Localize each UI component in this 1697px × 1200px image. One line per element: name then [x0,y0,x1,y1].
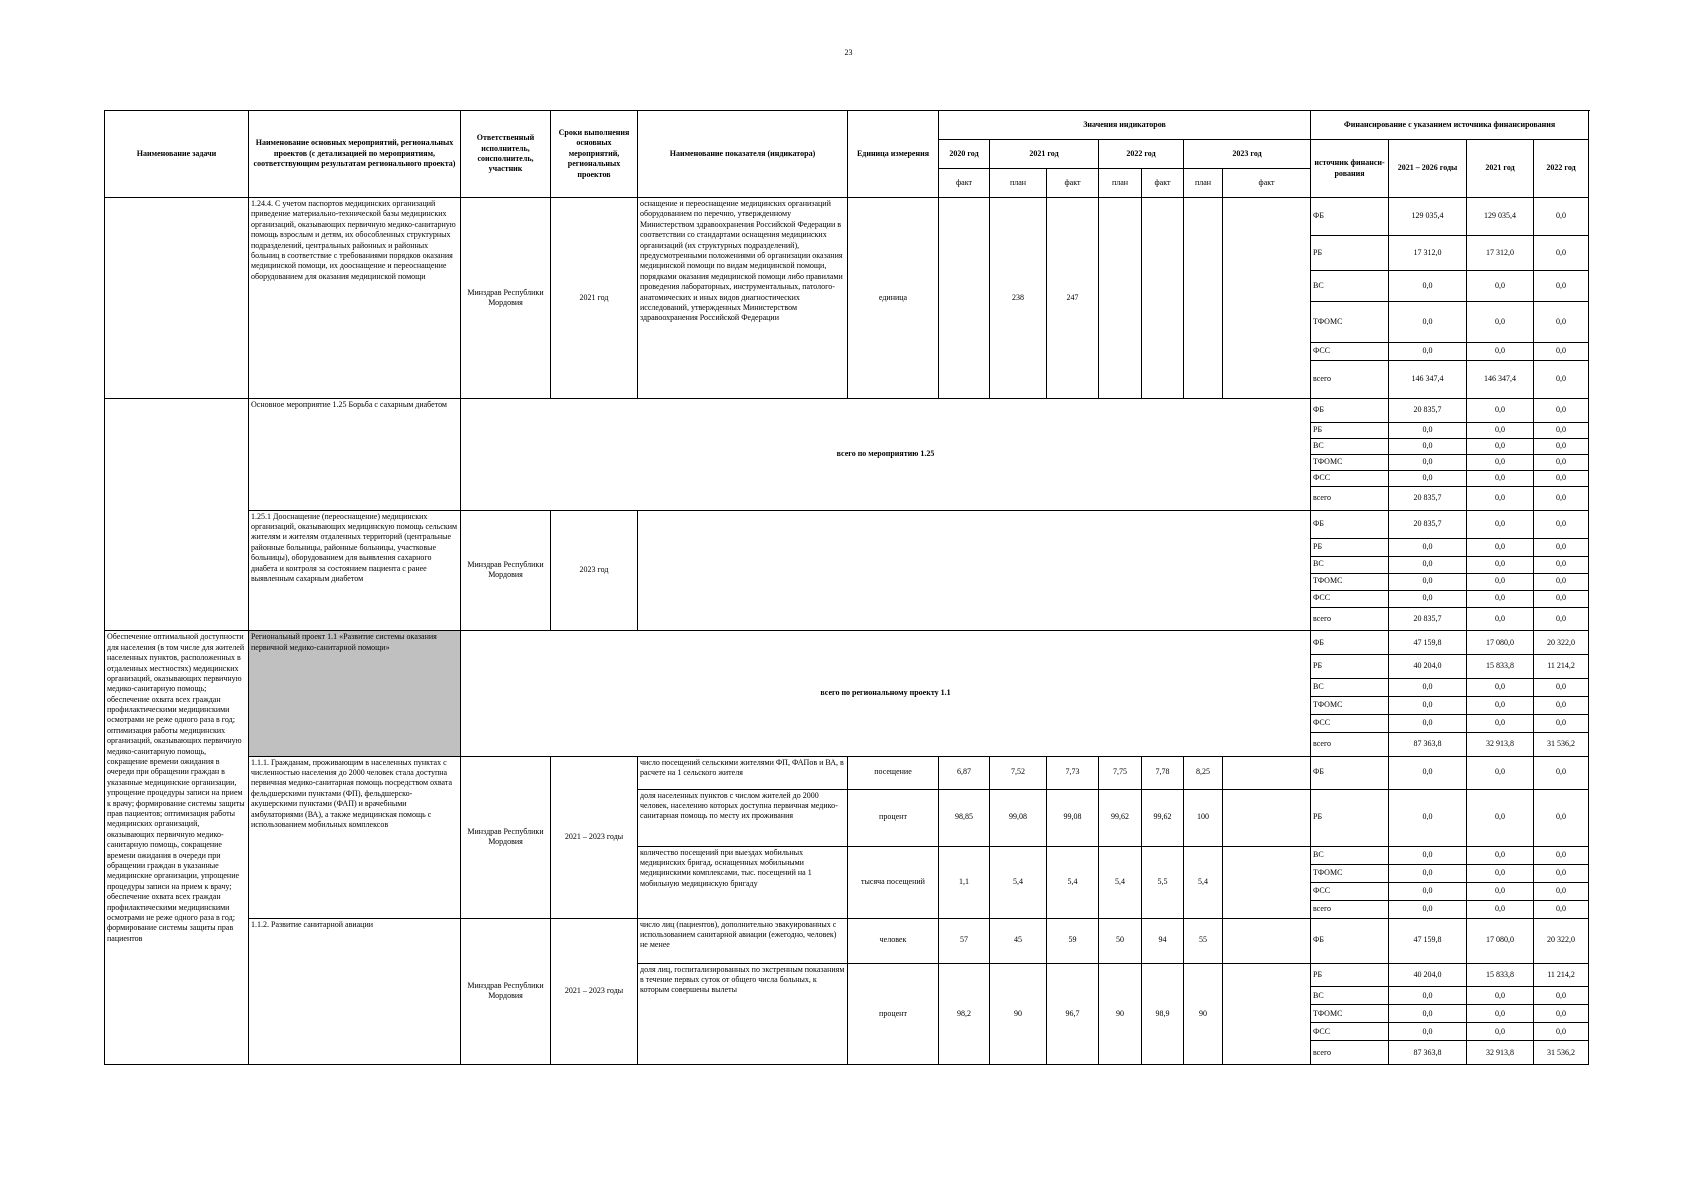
fin-2021: 0,0 [1467,510,1534,538]
executor-cell: Минздрав Республики Мордовия [461,756,551,918]
fin-2022: 31 536,2 [1534,1041,1589,1065]
table-row [105,510,1589,538]
value-2022-plan: 90 [1099,963,1142,1065]
indicator-cell: число лиц (пациентов), дополнительно эвакуированных с использованием санитарной авиации (ежегодно, человек) не менее [638,918,848,963]
header-fin-2022: 2022 год [1534,140,1589,198]
value-2023-plan: 8,25 [1184,756,1223,789]
header-2023-fact: факт [1223,169,1311,198]
program-table [104,110,1589,1065]
fin-2022: 0,0 [1534,789,1589,846]
fin-source: РБ [1311,538,1389,556]
indicator-cell: доля населенных пунктов с числом жителей до 2000 человек, населению которых доступна первичная медико-санитарная помощь по месту их проживания [638,789,848,846]
value-2023-plan: 90 [1184,963,1223,1065]
fin-2021: 0,0 [1467,454,1534,470]
fin-2021: 0,0 [1467,422,1534,438]
task-cell-empty [105,399,249,631]
value-2020-fact: 1,1 [939,846,990,918]
header-financing: Финансирование с указанием источника финансирования [1311,111,1589,140]
measure-cell: 1.1.2. Развитие санитарной авиации [249,918,461,1065]
header-indicator-name: Наименование показателя (индикатора) [638,111,848,198]
fin-total: 87 363,8 [1389,732,1467,756]
fin-2022: 0,0 [1534,846,1589,864]
fin-source: ТФОМС [1311,696,1389,714]
value-2021-plan: 99,08 [990,789,1047,846]
value-2023-plan: 55 [1184,918,1223,963]
fin-source: ТФОМС [1311,454,1389,470]
fin-2021: 17 312,0 [1467,236,1534,271]
fin-2021: 0,0 [1467,1023,1534,1041]
fin-2022: 0,0 [1534,236,1589,271]
fin-source: РБ [1311,655,1389,679]
fin-2022: 0,0 [1534,987,1589,1005]
fin-total: 20 835,7 [1389,399,1467,423]
measure-cell: 1.25.1 Дооснащение (переоснащение) медицинских организаций, оказывающих медицинскую помощь сельским жителям и жителям отдаленных территорий (центральные районные больницы, районные больницы, участковые больницы), оборудованием для выявления сахарного диабета и контроля за состоянием пациента с ранее выявленным сахарным диабетом [249,510,461,631]
fin-source: РБ [1311,963,1389,987]
fin-2021: 0,0 [1467,343,1534,361]
fin-2022: 0,0 [1534,678,1589,696]
unit-cell: процент [848,789,939,846]
fin-2021: 15 833,8 [1467,655,1534,679]
fin-source: всего [1311,607,1389,631]
fin-2022: 0,0 [1534,510,1589,538]
indicator-cell: доля лиц, госпитализированных по экстренным показаниям в течение первых суток от общего числа больных, к которым совершены вылеты [638,963,848,1065]
value-2023-fact [1223,756,1311,789]
fin-total: 0,0 [1389,864,1467,882]
value-2020-fact: 6,87 [939,756,990,789]
fin-2021: 0,0 [1467,1005,1534,1023]
fin-2021: 32 913,8 [1467,732,1534,756]
header-2022-plan: план [1099,169,1142,198]
header-indicator-values: Значения индикаторов [939,111,1311,140]
value-2022-fact: 98,9 [1142,963,1184,1065]
header-2021-fact: факт [1047,169,1099,198]
value-2022-fact [1142,198,1184,399]
fin-2021: 15 833,8 [1467,963,1534,987]
value-2023-fact [1223,918,1311,963]
fin-source: ФСС [1311,590,1389,607]
fin-2021: 0,0 [1467,756,1534,789]
value-2021-plan: 45 [990,918,1047,963]
fin-source: ФБ [1311,631,1389,655]
value-2020-fact: 98,85 [939,789,990,846]
header-source: источник финанси-рования [1311,140,1389,198]
fin-2022: 0,0 [1534,454,1589,470]
fin-source: ФСС [1311,470,1389,486]
fin-2022: 0,0 [1534,714,1589,732]
fin-2021: 0,0 [1467,714,1534,732]
fin-total: 0,0 [1389,1023,1467,1041]
header-2022-fact: факт [1142,169,1184,198]
value-2020-fact: 98,2 [939,963,990,1065]
fin-total: 0,0 [1389,422,1467,438]
fin-2022: 0,0 [1534,590,1589,607]
fin-2022: 0,0 [1534,607,1589,631]
fin-total: 0,0 [1389,1005,1467,1023]
measure-cell: 1.24.4. С учетом паспортов медицинских организаций приведение материально-технической базы медицинских организаций, оказывающих первичную медико-санитарную помощь взрослым и детям, их обособленных структурных подразделений, центральных районных и районных больниц в соответствие с требованиями порядков оказания медицинской помощи, их дооснащение и переоснащение оборудованием для оказания медицинской помощи [249,198,461,399]
table-row [105,918,1589,963]
fin-total: 129 035,4 [1389,198,1467,236]
measure-cell-regional-project: Региональный проект 1.1 «Развитие системы оказания первичной медико-санитарной помощи» [249,631,461,756]
fin-source: всего [1311,732,1389,756]
fin-2021: 17 080,0 [1467,918,1534,963]
fin-source: ТФОМС [1311,302,1389,343]
fin-source: ФБ [1311,510,1389,538]
task-cell-empty [105,198,249,399]
header-executor: Ответственный исполнитель, соисполнитель, участник [461,111,551,198]
fin-2021: 0,0 [1467,271,1534,302]
fin-2022: 0,0 [1534,271,1589,302]
fin-total: 0,0 [1389,343,1467,361]
fin-total: 0,0 [1389,714,1467,732]
fin-2021: 32 913,8 [1467,1041,1534,1065]
header-2020-fact: факт [939,169,990,198]
fin-2022: 0,0 [1534,1023,1589,1041]
deadline-cell: 2021 – 2023 годы [551,756,638,918]
fin-total: 0,0 [1389,271,1467,302]
fin-total: 20 835,7 [1389,607,1467,631]
header-fin-2021-2026: 2021 – 2026 годы [1389,140,1467,198]
fin-source: ТФОМС [1311,1005,1389,1023]
fin-2021: 0,0 [1467,302,1534,343]
fin-2021: 0,0 [1467,438,1534,454]
value-2023-fact [1223,789,1311,846]
value-2020-fact [939,198,990,399]
fin-2022: 0,0 [1534,556,1589,573]
summary-cell: всего по региональному проекту 1.1 [461,631,1311,756]
header-measures: Наименование основных мероприятий, региональных проектов (с детализацией по мероприятиям, соответствующим результатам регионального проекта) [249,111,461,198]
table-row [105,631,1589,655]
fin-2022: 0,0 [1534,864,1589,882]
fin-source: ФСС [1311,1023,1389,1041]
fin-2022: 31 536,2 [1534,732,1589,756]
value-2021-fact: 247 [1047,198,1099,399]
fin-2022: 0,0 [1534,470,1589,486]
fin-2022: 0,0 [1534,486,1589,510]
value-2021-plan: 238 [990,198,1047,399]
value-2021-fact: 59 [1047,918,1099,963]
fin-2022: 0,0 [1534,900,1589,918]
value-2023-plan: 100 [1184,789,1223,846]
header-2020: 2020 год [939,140,990,169]
fin-total: 20 835,7 [1389,486,1467,510]
fin-2021: 17 080,0 [1467,631,1534,655]
fin-total: 0,0 [1389,438,1467,454]
header-task: Наименование задачи [105,111,249,198]
value-2023-fact [1223,198,1311,399]
value-2021-fact: 5,4 [1047,846,1099,918]
value-2023-plan [1184,198,1223,399]
fin-2021: 0,0 [1467,864,1534,882]
table-row [105,198,1589,236]
fin-total: 0,0 [1389,538,1467,556]
fin-total: 0,0 [1389,756,1467,789]
fin-2021: 0,0 [1467,556,1534,573]
fin-source: ФСС [1311,714,1389,732]
fin-2022: 0,0 [1534,1005,1589,1023]
value-2022-plan [1099,198,1142,399]
value-2022-fact: 94 [1142,918,1184,963]
header-2021: 2021 год [990,140,1099,169]
fin-source: всего [1311,486,1389,510]
value-2023-fact [1223,963,1311,1065]
fin-2022: 0,0 [1534,882,1589,900]
table-row [105,399,1589,423]
fin-total: 0,0 [1389,846,1467,864]
fin-total: 0,0 [1389,987,1467,1005]
fin-2021: 0,0 [1467,900,1534,918]
indicator-cell: число посещений сельскими жителями ФП, ФАПов и ВА, в расчете на 1 сельского жителя [638,756,848,789]
fin-source: всего [1311,1041,1389,1065]
value-2021-fact: 96,7 [1047,963,1099,1065]
fin-source: всего [1311,900,1389,918]
fin-2021: 0,0 [1467,846,1534,864]
fin-2021: 129 035,4 [1467,198,1534,236]
fin-2022: 0,0 [1534,399,1589,423]
fin-source: ВС [1311,271,1389,302]
fin-source: РБ [1311,236,1389,271]
fin-2022: 20 322,0 [1534,631,1589,655]
fin-2022: 0,0 [1534,538,1589,556]
fin-2022: 0,0 [1534,756,1589,789]
fin-total: 0,0 [1389,556,1467,573]
fin-source: ВС [1311,846,1389,864]
fin-total: 0,0 [1389,900,1467,918]
value-2021-fact: 99,08 [1047,789,1099,846]
executor-cell: Минздрав Республики Мордовия [461,510,551,631]
header-row-1 [105,111,1589,140]
executor-cell: Минздрав Республики Мордовия [461,918,551,1065]
fin-total: 47 159,8 [1389,918,1467,963]
fin-2022: 0,0 [1534,361,1589,399]
value-2023-plan: 5,4 [1184,846,1223,918]
fin-2021: 0,0 [1467,399,1534,423]
fin-total: 0,0 [1389,696,1467,714]
fin-source: ФСС [1311,882,1389,900]
fin-total: 0,0 [1389,302,1467,343]
fin-total: 40 204,0 [1389,963,1467,987]
fin-total: 146 347,4 [1389,361,1467,399]
fin-total: 0,0 [1389,454,1467,470]
unit-cell: единица [848,198,939,399]
fin-total: 47 159,8 [1389,631,1467,655]
fin-2021: 0,0 [1467,573,1534,590]
header-unit: Единица измерения [848,111,939,198]
fin-source: ТФОМС [1311,864,1389,882]
fin-2022: 0,0 [1534,302,1589,343]
executor-cell: Минздрав Республики Мордовия [461,198,551,399]
fin-2022: 0,0 [1534,422,1589,438]
unit-cell: тысяча посещений [848,846,939,918]
value-2022-fact: 5,5 [1142,846,1184,918]
value-2022-plan: 50 [1099,918,1142,963]
deadline-cell: 2021 – 2023 годы [551,918,638,1065]
task-cell: Обеспечение оптимальной доступности для населения (в том числе для жителей населенных пунктов, расположенных в отдаленных местностях) медицинских организаций, оказывающих первичную медико-санитарную помощь; обеспечение охвата всех граждан профилактическими медицинскими осмотрами не реже одного раза в год; оптимизация работы медицинских организаций, оказывающих первичную медико-санитарную помощь, сокращение времени ожидания в очереди при обращении граждан в указанные медицинские организации, упрощение процедуры записи на прием к врачу; формирование системы защиты прав пациентов; оптимизация работы медицинских организаций, оказывающих первичную медико-санитарную помощь, сокращение времени ожидания в очереди при обращении граждан в указанные медицинские организации, упрощение процедуры записи на прием к врачу; обеспечение охвата всех граждан профилактическими медицинскими осмотрами не реже одного раза в год; формирование системы защиты прав пациентов [105,631,249,1065]
measure-cell: 1.1.1. Гражданам, проживающим в населенных пунктах с численностью населения до 2000 человек стала доступна первичная медико-санитарная помощь посредством охвата фельдшерскими пунктами (ФП), фельдшерско-акушерскими пунктами (ФАП) и врачебными амбулаториями (ВА), а также медицинская помощь с использованием мобильных комплексов [249,756,461,918]
fin-source: РБ [1311,422,1389,438]
fin-2021: 0,0 [1467,486,1534,510]
fin-total: 20 835,7 [1389,510,1467,538]
fin-2021: 0,0 [1467,696,1534,714]
table-row [105,756,1589,789]
unit-cell: процент [848,963,939,1065]
fin-total: 0,0 [1389,882,1467,900]
value-2023-fact [1223,846,1311,918]
value-2021-fact: 7,73 [1047,756,1099,789]
summary-cell: всего по мероприятию 1.25 [461,399,1311,511]
header-2023: 2023 год [1184,140,1311,169]
fin-source: ФСС [1311,343,1389,361]
value-2020-fact: 57 [939,918,990,963]
fin-2021: 0,0 [1467,678,1534,696]
header-2021-plan: план [990,169,1047,198]
indicator-cell: оснащение и переоснащение медицинских организаций оборудованием по перечню, утвержденному Министерством здравоохранения Российской Федерации в соответствии со стандартами оснащения медицинских организаций (их структурных подразделений), предусмотренными положениями об организации оказания медицинской помощи по видам медицинской помощи, порядками оказания медицинской помощи либо правилами проведения лабораторных, инструментальных, патолого-анатомических и иных видов диагностических исследований, утвержденных Министерством здравоохранения Российской Федерации [638,198,848,399]
fin-total: 0,0 [1389,789,1467,846]
fin-2022: 0,0 [1534,573,1589,590]
header-fin-2021: 2021 год [1467,140,1534,198]
deadline-cell: 2021 год [551,198,638,399]
fin-2021: 0,0 [1467,538,1534,556]
header-2023-plan: план [1184,169,1223,198]
fin-total: 17 312,0 [1389,236,1467,271]
header-2022: 2022 год [1099,140,1184,169]
fin-source: ВС [1311,556,1389,573]
value-2021-plan: 90 [990,963,1047,1065]
fin-total: 0,0 [1389,590,1467,607]
value-2021-plan: 5,4 [990,846,1047,918]
fin-source: ФБ [1311,198,1389,236]
fin-total: 0,0 [1389,573,1467,590]
fin-2022: 11 214,2 [1534,655,1589,679]
fin-2021: 0,0 [1467,882,1534,900]
value-2022-fact: 99,62 [1142,789,1184,846]
indicator-cell-empty [638,510,1311,631]
fin-source: ФБ [1311,399,1389,423]
value-2022-fact: 7,78 [1142,756,1184,789]
fin-source: ТФОМС [1311,573,1389,590]
fin-2021: 0,0 [1467,590,1534,607]
fin-source: ВС [1311,438,1389,454]
unit-cell: человек [848,918,939,963]
fin-2022: 0,0 [1534,198,1589,236]
value-2022-plan: 7,75 [1099,756,1142,789]
fin-2021: 0,0 [1467,987,1534,1005]
unit-cell: посещение [848,756,939,789]
fin-2022: 11 214,2 [1534,963,1589,987]
fin-2021: 0,0 [1467,607,1534,631]
header-deadlines: Сроки выполнения основных мероприятий, региональных проектов [551,111,638,198]
fin-total: 87 363,8 [1389,1041,1467,1065]
value-2022-plan: 99,62 [1099,789,1142,846]
measure-cell: Основное мероприятие 1.25 Борьба с сахарным диабетом [249,399,461,511]
fin-source: РБ [1311,789,1389,846]
fin-2022: 0,0 [1534,343,1589,361]
page-number: 23 [844,48,853,57]
fin-2021: 146 347,4 [1467,361,1534,399]
fin-source: ВС [1311,987,1389,1005]
fin-source: ВС [1311,678,1389,696]
fin-total: 0,0 [1389,470,1467,486]
fin-total: 0,0 [1389,678,1467,696]
value-2021-plan: 7,52 [990,756,1047,789]
value-2022-plan: 5,4 [1099,846,1142,918]
fin-2022: 0,0 [1534,438,1589,454]
indicator-cell: количество посещений при выездах мобильных медицинских бригад, оснащенных мобильными медицинскими комплексами, тыс. посещений на 1 мобильную медицинскую бригаду [638,846,848,918]
fin-2021: 0,0 [1467,789,1534,846]
fin-source: ФБ [1311,918,1389,963]
fin-2022: 20 322,0 [1534,918,1589,963]
deadline-cell: 2023 год [551,510,638,631]
fin-2022: 0,0 [1534,696,1589,714]
fin-source: ФБ [1311,756,1389,789]
fin-total: 40 204,0 [1389,655,1467,679]
fin-source: всего [1311,361,1389,399]
fin-2021: 0,0 [1467,470,1534,486]
